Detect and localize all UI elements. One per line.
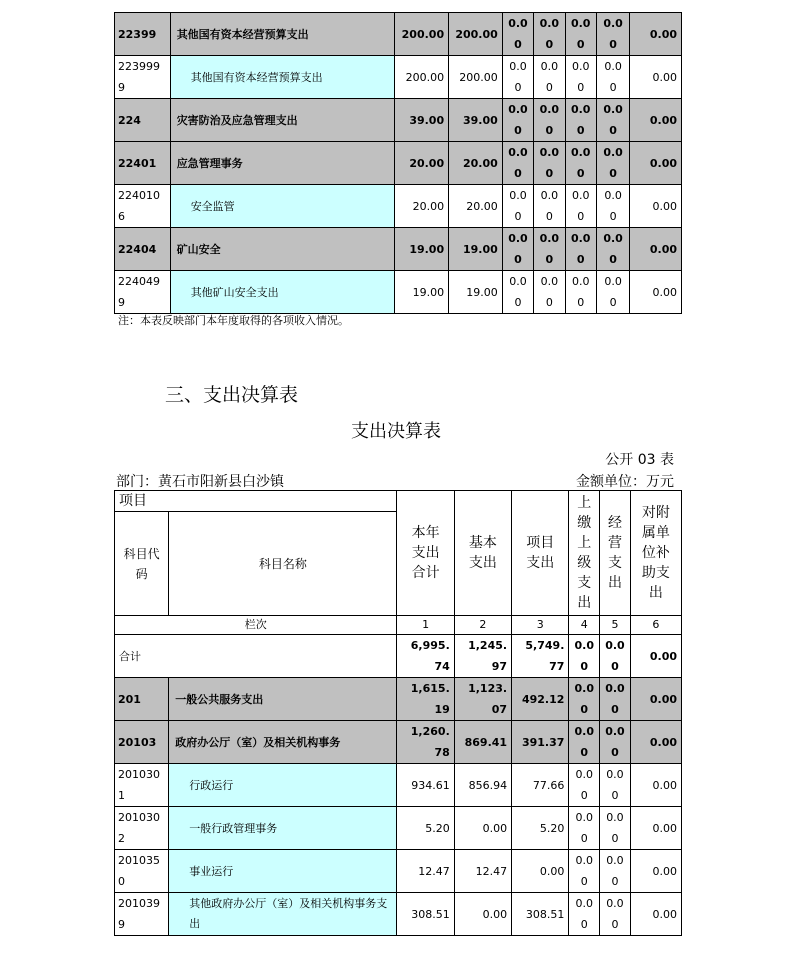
row-value: 20.00: [395, 142, 449, 185]
col-num-1: 1: [397, 616, 454, 635]
table-row: [115, 13, 682, 56]
row-value: 0.0 0: [600, 721, 631, 764]
header-operate: 经 营 支 出: [600, 491, 631, 616]
row-code: 224010 6: [115, 185, 171, 228]
row-value: 0.0 0: [534, 185, 565, 228]
table-row: [115, 99, 682, 142]
row-code: 22399: [115, 13, 171, 56]
row-value: 0.0 0: [569, 764, 600, 807]
row-value: 19.00: [449, 228, 503, 271]
row-value: 0.0 0: [565, 142, 596, 185]
total-v4: 0.0 0: [569, 635, 600, 678]
col-num-4: 4: [569, 616, 600, 635]
row-value: 0.0 0: [596, 56, 629, 99]
total-v3: 5,749. 77: [512, 635, 569, 678]
unit-label: 金额单位：万元: [576, 474, 674, 490]
header-code: 科目代 码: [115, 512, 169, 616]
row-value: 0.00: [630, 56, 682, 99]
table-row: [115, 764, 682, 807]
header-basic: 基本 支出: [454, 491, 511, 616]
row-value: 0.0 0: [596, 142, 629, 185]
row-value: 492.12: [512, 678, 569, 721]
row-value: 12.47: [454, 850, 511, 893]
row-value: 869.41: [454, 721, 511, 764]
row-value: 0.0 0: [596, 185, 629, 228]
row-value: 0.0 0: [565, 99, 596, 142]
row-value: 19.00: [395, 271, 449, 314]
row-value: 0.0 0: [534, 13, 565, 56]
col-num-3: 3: [512, 616, 569, 635]
row-value: 39.00: [395, 99, 449, 142]
row-code: 201030 1: [115, 764, 169, 807]
row-value: 0.0 0: [502, 142, 533, 185]
row-value: 0.0 0: [534, 271, 565, 314]
row-value: 0.0 0: [565, 228, 596, 271]
row-value: 934.61: [397, 764, 454, 807]
row-value: 1,260. 78: [397, 721, 454, 764]
row-value: 0.0 0: [502, 185, 533, 228]
total-v6: 0.00: [630, 635, 681, 678]
total-v1: 6,995. 74: [397, 635, 454, 678]
row-value: 0.00: [630, 271, 682, 314]
row-name: 政府办公厅（室）及相关机构事务: [169, 721, 397, 764]
row-name: 一般行政管理事务: [169, 807, 397, 850]
row-value: 0.00: [630, 893, 681, 936]
total-v5: 0.0 0: [600, 635, 631, 678]
section-heading: 三、支出决算表: [165, 384, 299, 406]
row-value: 0.0 0: [596, 13, 629, 56]
row-value: 77.66: [512, 764, 569, 807]
row-name: 安全监管: [170, 185, 395, 228]
row-value: 0.00: [630, 142, 682, 185]
row-value: 0.00: [630, 721, 681, 764]
table-row: [115, 271, 682, 314]
row-code: 201035 0: [115, 850, 169, 893]
row-name: 其他国有资本经营预算支出: [170, 56, 395, 99]
row-name: 一般公共服务支出: [169, 678, 397, 721]
table-row: [115, 807, 682, 850]
row-value: 0.0 0: [534, 228, 565, 271]
row-value: 0.0 0: [502, 99, 533, 142]
row-value: 0.0 0: [565, 185, 596, 228]
header-total: 本年 支出 合计: [397, 491, 454, 616]
row-value: 308.51: [512, 893, 569, 936]
row-value: 0.0 0: [569, 850, 600, 893]
header-subsidy: 对附 属单 位补 助支 出: [630, 491, 681, 616]
col-num-6: 6: [630, 616, 681, 635]
row-code: 223999 9: [115, 56, 171, 99]
header-upper: 上 缴 上 级 支 出: [569, 491, 600, 616]
row-value: 0.0 0: [565, 13, 596, 56]
row-code: 22404: [115, 228, 171, 271]
row-value: 200.00: [449, 56, 503, 99]
total-label: 合计: [115, 635, 397, 678]
row-name: 其他政府办公厅（室）及相关机构事务支出: [169, 893, 397, 936]
row-value: 0.0 0: [565, 56, 596, 99]
column-label: 栏次: [115, 616, 397, 635]
total-v2: 1,245. 97: [454, 635, 511, 678]
row-code: 22401: [115, 142, 171, 185]
table-row: [115, 56, 682, 99]
row-value: 0.0 0: [596, 271, 629, 314]
header-item: 项目: [115, 491, 397, 512]
header-project: 项目 支出: [512, 491, 569, 616]
row-value: 0.0 0: [596, 99, 629, 142]
row-value: 0.0 0: [502, 13, 533, 56]
row-code: 201030 2: [115, 807, 169, 850]
row-value: 391.37: [512, 721, 569, 764]
row-value: 0.00: [630, 807, 681, 850]
department-label: 部门：黄石市阳新县白沙镇: [116, 474, 284, 490]
row-value: 0.00: [630, 13, 682, 56]
row-value: 20.00: [449, 142, 503, 185]
row-value: 856.94: [454, 764, 511, 807]
row-value: 20.00: [395, 185, 449, 228]
col-num-5: 5: [600, 616, 631, 635]
row-name: 行政运行: [169, 764, 397, 807]
row-value: 0.0 0: [569, 678, 600, 721]
row-name: 灾害防治及应急管理支出: [170, 99, 395, 142]
row-value: 0.0 0: [569, 893, 600, 936]
row-value: 0.00: [512, 850, 569, 893]
row-value: 0.00: [630, 228, 682, 271]
row-code: 224049 9: [115, 271, 171, 314]
table-row: [115, 850, 682, 893]
income-table-continued: [114, 12, 682, 314]
row-name: 其他矿山安全支出: [170, 271, 395, 314]
table-note: 注：本表反映部门本年度取得的各项收入情况。: [118, 314, 349, 327]
row-value: 5.20: [512, 807, 569, 850]
row-code: 20103: [115, 721, 169, 764]
row-value: 5.20: [397, 807, 454, 850]
row-value: 0.0 0: [600, 850, 631, 893]
total-row: [115, 635, 682, 678]
table-title: 支出决算表: [351, 421, 441, 442]
table-row: [115, 678, 682, 721]
row-value: 0.0 0: [569, 721, 600, 764]
row-value: 0.00: [630, 678, 681, 721]
table-row: [115, 185, 682, 228]
expenditure-table: [114, 490, 682, 936]
row-value: 0.00: [454, 807, 511, 850]
row-value: 1,615. 19: [397, 678, 454, 721]
row-value: 200.00: [395, 56, 449, 99]
form-id: 公开 03 表: [605, 452, 674, 468]
table-row: [115, 893, 682, 936]
row-value: 0.00: [630, 99, 682, 142]
row-code: 201039 9: [115, 893, 169, 936]
row-value: 0.0 0: [565, 271, 596, 314]
row-value: 20.00: [449, 185, 503, 228]
row-value: 0.0 0: [600, 678, 631, 721]
row-name: 其他国有资本经营预算支出: [170, 13, 395, 56]
row-value: 0.0 0: [534, 56, 565, 99]
row-value: 12.47: [397, 850, 454, 893]
table-row: [115, 142, 682, 185]
row-value: 0.00: [630, 764, 681, 807]
header-row-1: [115, 491, 682, 512]
row-value: 0.0 0: [596, 228, 629, 271]
row-value: 308.51: [397, 893, 454, 936]
row-value: 0.0 0: [502, 56, 533, 99]
row-value: 19.00: [395, 228, 449, 271]
row-value: 200.00: [449, 13, 503, 56]
row-name: 矿山安全: [170, 228, 395, 271]
row-value: 0.0 0: [600, 807, 631, 850]
row-value: 39.00: [449, 99, 503, 142]
row-value: 0.0 0: [534, 142, 565, 185]
table-row: [115, 228, 682, 271]
row-value: 19.00: [449, 271, 503, 314]
row-value: 0.00: [630, 185, 682, 228]
table-row: [115, 721, 682, 764]
row-value: 0.0 0: [600, 893, 631, 936]
header-name: 科目名称: [169, 512, 397, 616]
row-name: 应急管理事务: [170, 142, 395, 185]
row-value: 0.0 0: [502, 228, 533, 271]
row-value: 0.0 0: [502, 271, 533, 314]
row-value: 0.00: [630, 850, 681, 893]
row-value: 1,123. 07: [454, 678, 511, 721]
col-num-2: 2: [454, 616, 511, 635]
row-value: 200.00: [395, 13, 449, 56]
row-value: 0.0 0: [534, 99, 565, 142]
row-name: 事业运行: [169, 850, 397, 893]
column-number-row: [115, 616, 682, 635]
row-code: 224: [115, 99, 171, 142]
row-code: 201: [115, 678, 169, 721]
row-value: 0.0 0: [600, 764, 631, 807]
row-value: 0.00: [454, 893, 511, 936]
row-value: 0.0 0: [569, 807, 600, 850]
